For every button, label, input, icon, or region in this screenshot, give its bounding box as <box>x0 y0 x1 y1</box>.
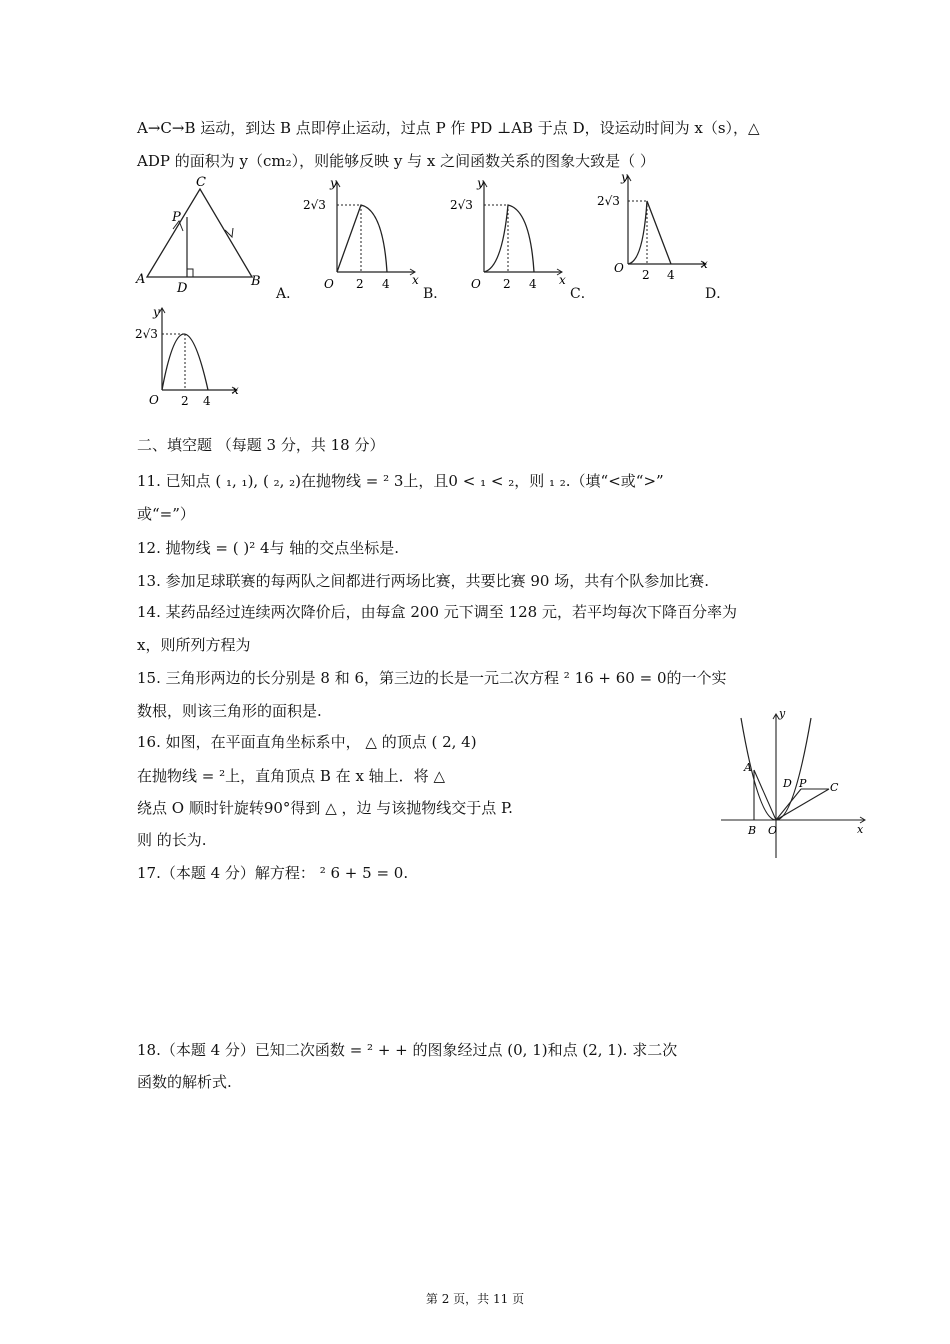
q11-line1: 11. 已知点 ( ₁, ₁), ( ₂, ₂)在抛物线 = ² 3上，且0 < ₁ < ₂，则 ₁ ₂.（填“<或“>” <box>137 472 664 490</box>
svg-text:2√3: 2√3 <box>450 198 473 212</box>
q16-line1: 16. 如图，在平面直角坐标系中， △ 的顶点 ( 2, 4) <box>137 733 477 751</box>
q10-line2: ADP 的面积为 y（cm₂），则能够反映 y 与 x 之间函数关系的图象大致是（ ） <box>137 152 655 170</box>
curve-a <box>337 205 387 272</box>
q16-line2: 在抛物线 = ²上，直角顶点 B 在 x 轴上．将 △ <box>137 767 445 785</box>
svg-text:4: 4 <box>203 394 211 408</box>
q12: 12. 抛物线 = ( )² 4与 轴的交点坐标是. <box>137 539 400 557</box>
svg-text:y: y <box>779 708 786 720</box>
svg-text:O: O <box>324 277 334 291</box>
q17: 17.（本题 4 分）解方程： ² 6 + 5 = 0. <box>137 864 409 882</box>
option-a-label: A． <box>276 286 301 302</box>
svg-text:2: 2 <box>642 268 650 282</box>
svg-text:O: O <box>768 824 778 837</box>
svg-text:x: x <box>857 823 864 836</box>
q13: 13. 参加足球联赛的每两队之间都进行两场比赛，共要比赛 90 场，共有个队参加比赛. <box>137 572 710 590</box>
label-b: B <box>251 274 261 289</box>
q18-line2: 函数的解析式. <box>137 1073 232 1091</box>
curve-b <box>484 205 534 272</box>
page-footer: 第 2 页，共 11 页 <box>425 1292 525 1306</box>
graph-option-c <box>591 168 713 290</box>
label-p: P <box>172 210 181 225</box>
svg-text:O: O <box>149 393 159 407</box>
q14-line1: 14. 某药品经过连续两次降价后，由每盒 200 元下调至 128 元，若平均每次下降百分率为 <box>137 603 737 621</box>
svg-text:D: D <box>783 777 792 790</box>
label-c: C <box>196 175 206 190</box>
q15-line2: 数根，则该三角形的面积是. <box>137 702 322 720</box>
q10-line1: A→C→B 运动，到达 B 点即停止运动，过点 P 作 PD ⊥AB 于点 D，设运动时间为 x（s），△ <box>137 119 760 137</box>
svg-text:2: 2 <box>503 277 511 291</box>
svg-text:x: x <box>701 257 708 271</box>
label-a: A <box>136 272 146 287</box>
q16-line3: 绕点 O 顺时针旋转90°得到 △ ，边 与该抛物线交于点 P. <box>137 799 513 817</box>
svg-text:2: 2 <box>356 277 364 291</box>
svg-text:4: 4 <box>382 277 390 291</box>
graph-option-b <box>447 172 569 294</box>
svg-text:B: B <box>748 824 757 837</box>
svg-text:4: 4 <box>529 277 537 291</box>
svg-text:y: y <box>621 170 628 184</box>
svg-text:2√3: 2√3 <box>597 194 620 208</box>
graph-option-a <box>300 172 422 294</box>
svg-text:P: P <box>799 777 807 790</box>
option-c-label: C． <box>570 286 595 302</box>
svg-text:x: x <box>412 273 419 287</box>
triangle-abc <box>147 189 252 277</box>
svg-text:A: A <box>744 761 752 774</box>
curve-c <box>628 201 671 264</box>
q15-line1: 15. 三角形两边的长分别是 8 和 6，第三边的长是一元二次方程 ² 16 + 60 = 0的一个实 <box>137 669 727 687</box>
triangle-figure <box>132 175 272 300</box>
graph-option-d <box>133 302 255 414</box>
svg-text:O: O <box>614 261 624 275</box>
q11-line2: 或“=”） <box>137 505 195 523</box>
svg-text:2√3: 2√3 <box>303 198 326 212</box>
svg-text:x: x <box>232 383 239 397</box>
svg-text:4: 4 <box>667 268 675 282</box>
option-d-label: D． <box>705 286 731 302</box>
svg-text:y: y <box>153 305 160 319</box>
q16-figure <box>717 708 869 862</box>
svg-text:y: y <box>477 176 484 190</box>
svg-text:y: y <box>330 176 337 190</box>
q16-line4: 则 的长为. <box>137 831 207 849</box>
svg-text:O: O <box>471 277 481 291</box>
svg-text:2: 2 <box>181 394 189 408</box>
right-angle-mark <box>187 269 193 277</box>
section-title: 二、填空题 （每题 3 分，共 18 分） <box>137 436 385 454</box>
option-b-label: B． <box>423 286 448 302</box>
q14-line2: x，则所列方程为 <box>137 636 251 654</box>
q18-line1: 18.（本题 4 分）已知二次函数 = ² + + 的图象经过点 (0, 1)和点 (2, 1). 求二次 <box>137 1041 678 1059</box>
svg-text:2√3: 2√3 <box>135 327 158 341</box>
label-d: D <box>177 281 188 296</box>
svg-text:x: x <box>559 273 566 287</box>
svg-text:C: C <box>830 781 839 794</box>
